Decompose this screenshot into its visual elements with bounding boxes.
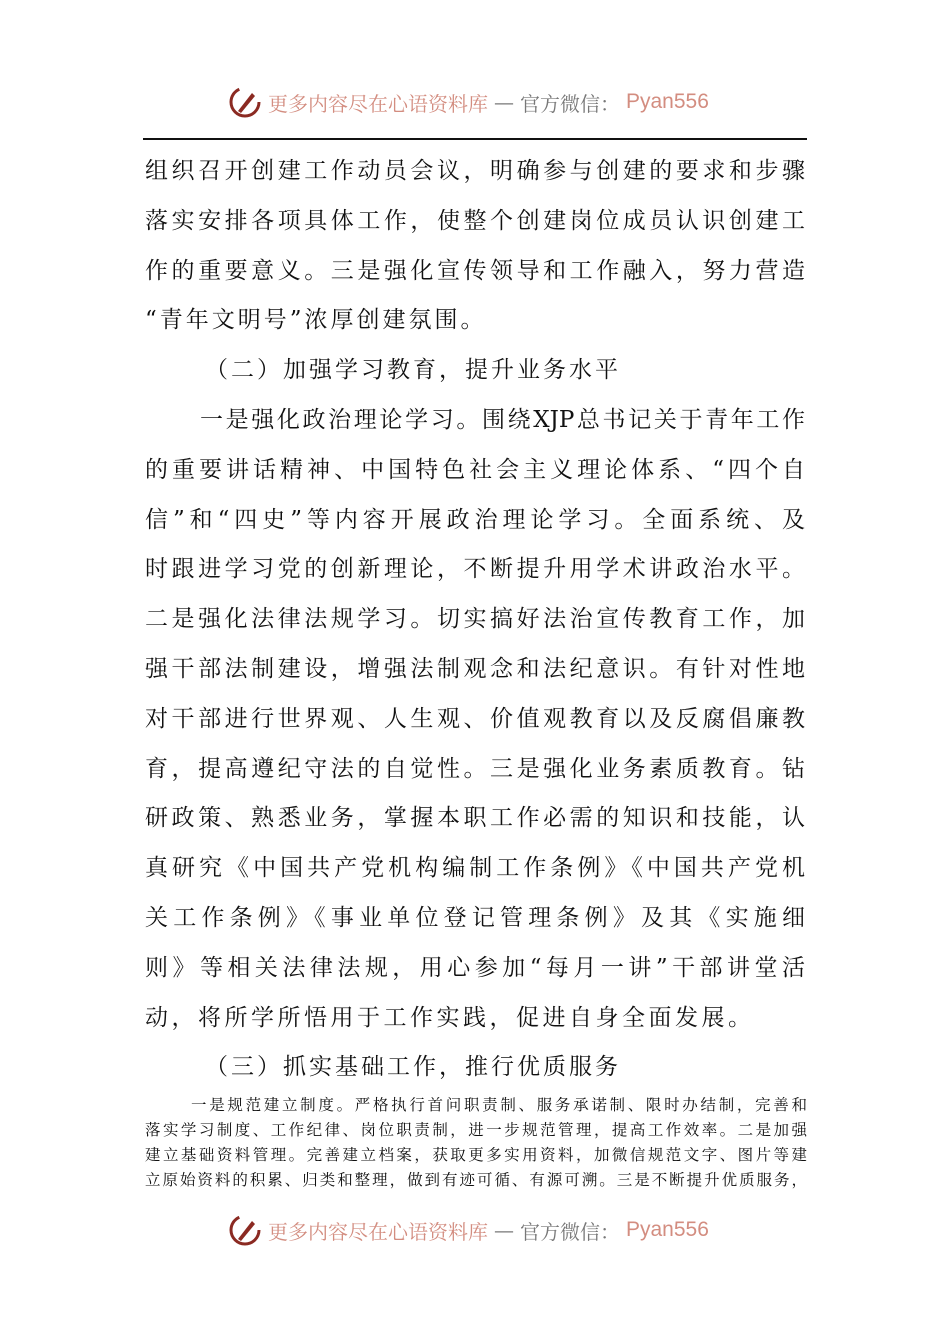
text-line: 立原始资料的积累、归类和整理，做到有迹可循、有源可溯。三是不断提升优质服务， [145, 1171, 807, 1189]
watermark-id: Pyan556 [626, 1218, 709, 1241]
text-line: 育，提高遵纪守法的自觉性。三是强化业务素质教育。钻 [145, 755, 805, 782]
text-line: 二是强化法律法规学习。切实搞好法治宣传教育工作，加 [145, 606, 805, 633]
text-line: 关工作条例》《事业单位登记管理条例》及其《实施细 [145, 904, 805, 931]
watermark-site: 更多内容尽在心语资料库 [268, 91, 488, 116]
text-line: 的重要讲话精神、中国特色社会主义理论体系、“四个自 [145, 456, 805, 483]
text-line: 动，将所学所悟用于工作实践，促进自身全面发展。 [145, 1004, 755, 1031]
watermark-label: 官方微信： [520, 91, 620, 116]
text-line: 对干部进行世界观、人生观、价值观教育以及反腐倡廉教 [145, 705, 805, 732]
text-line: 作的重要意义。三是强化宣传领导和工作融入，努力营造 [145, 257, 805, 284]
text-line: 则》等相关法律法规，用心参加“每月一讲”干部讲堂活 [145, 954, 805, 981]
section-heading: （三）抓实基础工作，推行优质服务 [205, 1054, 621, 1081]
pen-logo-icon [228, 1213, 262, 1247]
text-line: 组织召开创建工作动员会议，明确参与创建的要求和步骤 [145, 158, 805, 184]
text-line: 研政策、熟悉业务，掌握本职工作必需的知识和技能，认 [145, 805, 805, 832]
footer-watermark [228, 1210, 709, 1250]
text-line: “青年文明号”浓厚创建氛围。 [145, 307, 487, 334]
text-line: 落实学习制度、工作纪律、岗位职责制，进一步规范管理，提高工作效率。二是加强 [145, 1121, 807, 1139]
watermark-label: 官方微信： [520, 1219, 620, 1244]
watermark-site: 更多内容尽在心语资料库 [268, 1219, 488, 1244]
watermark-id: Pyan556 [626, 90, 709, 113]
watermark-dash: — [494, 90, 514, 114]
small-text-block [145, 1093, 807, 1193]
text-line: 时跟进学习党的创新理论，不断提升用学术讲政治水平。 [145, 556, 805, 583]
section-heading: （二）加强学习教育，提升业务水平 [205, 357, 621, 384]
text-line: 信”和“四史”等内容开展政治理论学习。全面系统、及 [145, 506, 805, 533]
text-line: 强干部法制建设，增强法制观念和法纪意识。有针对性地 [145, 655, 805, 682]
watermark-dash: — [494, 1218, 514, 1242]
text-line: 建立基础资料管理。完善建立档案，获取更多实用资料，加微信规范文字、图片等建 [145, 1146, 807, 1164]
header-watermark [228, 82, 709, 122]
document-body [145, 147, 805, 1093]
text-line: 真研究《中国共产党机构编制工作条例》《中国共产党机 [145, 855, 805, 882]
text-line: 一是强化政治理论学习。围绕XJP总书记关于青年工作 [200, 406, 805, 433]
text-line: 落实安排各项具体工作，使整个创建岗位成员认识创建工 [145, 207, 805, 234]
text-line: 一是规范建立制度。严格执行首问职责制、服务承诺制、限时办结制，完善和 [191, 1096, 807, 1114]
pen-logo-icon [228, 85, 262, 119]
header-rule [143, 138, 807, 140]
